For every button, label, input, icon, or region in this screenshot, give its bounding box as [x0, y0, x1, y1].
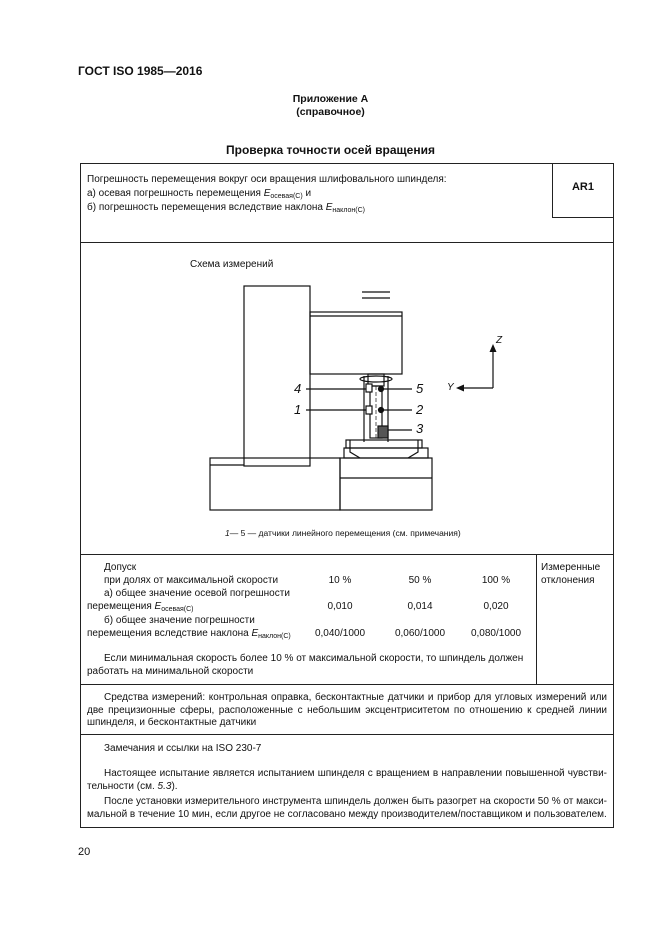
remarks-title: Замечания и ссылки на ISO 230-7 — [104, 743, 262, 754]
speed-row-label: при долях от максимальной скорости — [104, 575, 279, 586]
callout-3: 3 — [416, 421, 424, 436]
instruments-text: Средства измерений: контрольная оправка, бесконтактные датчики и прибор для угловых измерений или две прецизионные сферы, расположенные с небольшим эксцентриситетом по отношению к средней линии шпинделя, и бесконтактные датчики — [87, 692, 607, 728]
tolerance-b-10: 0,040/1000 — [314, 628, 366, 639]
measured-column-border — [536, 554, 537, 684]
page-number: 20 — [78, 846, 91, 858]
spindle-head — [310, 312, 402, 374]
measurement-diagram — [200, 280, 520, 520]
tolerance-note-line2: работать на минимальной скорости — [87, 666, 254, 677]
callout-4: 4 — [294, 381, 302, 396]
test-item-b: б) погрешность перемещения вследствие наклона $E_{наклон(C)}$ — [87, 202, 365, 214]
remarks-paragraph-1: Настоящее испытание является испытанием шпинделя с вращением в направлении повышенной чувстви-тельности (см. 5.3). — [87, 768, 607, 792]
row-divider — [80, 554, 614, 555]
tolerance-a-100: 0,020 — [483, 601, 509, 612]
tolerance-a-10: 0,010 — [327, 601, 353, 612]
machine-column — [244, 286, 310, 466]
speed-10: 10 % — [328, 575, 352, 586]
section-title: Проверка точности осей вращения — [226, 143, 435, 157]
axis-y-label: Y — [447, 382, 454, 393]
measured-label-line2: отклонения — [541, 575, 595, 586]
test-intro: Погрешность перемещения вокруг оси вращения шлифовального шпинделя: — [87, 174, 447, 185]
appendix-title: Приложение А — [292, 93, 369, 105]
axis-z-label: Z — [496, 335, 503, 346]
document-code: ГОСТ ISO 1985—2016 — [78, 64, 203, 78]
speed-50: 50 % — [408, 575, 432, 586]
tolerance-b-line1: б) общее значение погрешности — [104, 615, 255, 626]
callout-5: 5 — [416, 381, 424, 396]
tolerance-b-50: 0,060/1000 — [394, 628, 446, 639]
callout-1: 1 — [294, 402, 302, 417]
tolerance-a-line2: перемещения $E_{осевая(C)}$ — [87, 601, 194, 613]
tolerance-a-50: 0,014 — [407, 601, 433, 612]
measured-label-line1: Измеренные — [541, 562, 601, 573]
test-code: AR1 — [571, 181, 594, 193]
row-divider — [80, 684, 614, 685]
tolerance-note-line1: Если минимальная скорость более 10 % от максимальной скорости, то шпиндель должен — [104, 653, 524, 664]
remarks-paragraph-2: После установки измерительного инструмента шпиндель должен быть разогрет на скорости 50 % от макси-мальной в течение 10 мин, если другое не согласовано между производителем/поставщиком и пользователем. — [87, 796, 607, 820]
code-cell-border — [552, 217, 614, 218]
tolerance-a-line1: а) общее значение осевой погрешности — [104, 588, 290, 599]
callout-2: 2 — [416, 402, 424, 417]
diagram-title: Схема измерений — [190, 259, 274, 270]
appendix-subtitle: (справочное) — [296, 106, 365, 118]
tolerance-label: Допуск — [104, 562, 137, 573]
diagram-caption: 1— 5 — датчики линейного перемещения (см. примечания) — [225, 528, 461, 538]
speed-100: 100 % — [481, 575, 511, 586]
row-divider — [80, 242, 614, 243]
row-divider — [80, 734, 614, 735]
test-item-a: а) осевая погрешность перемещения $E_{осевая(C)}$ и — [87, 188, 312, 200]
tolerance-b-line2: перемещения вследствие наклона $E_{наклон(C)}$ — [87, 628, 291, 640]
y-axis-arrowhead — [456, 385, 464, 392]
work-table — [340, 458, 432, 510]
tolerance-b-100: 0,080/1000 — [470, 628, 522, 639]
